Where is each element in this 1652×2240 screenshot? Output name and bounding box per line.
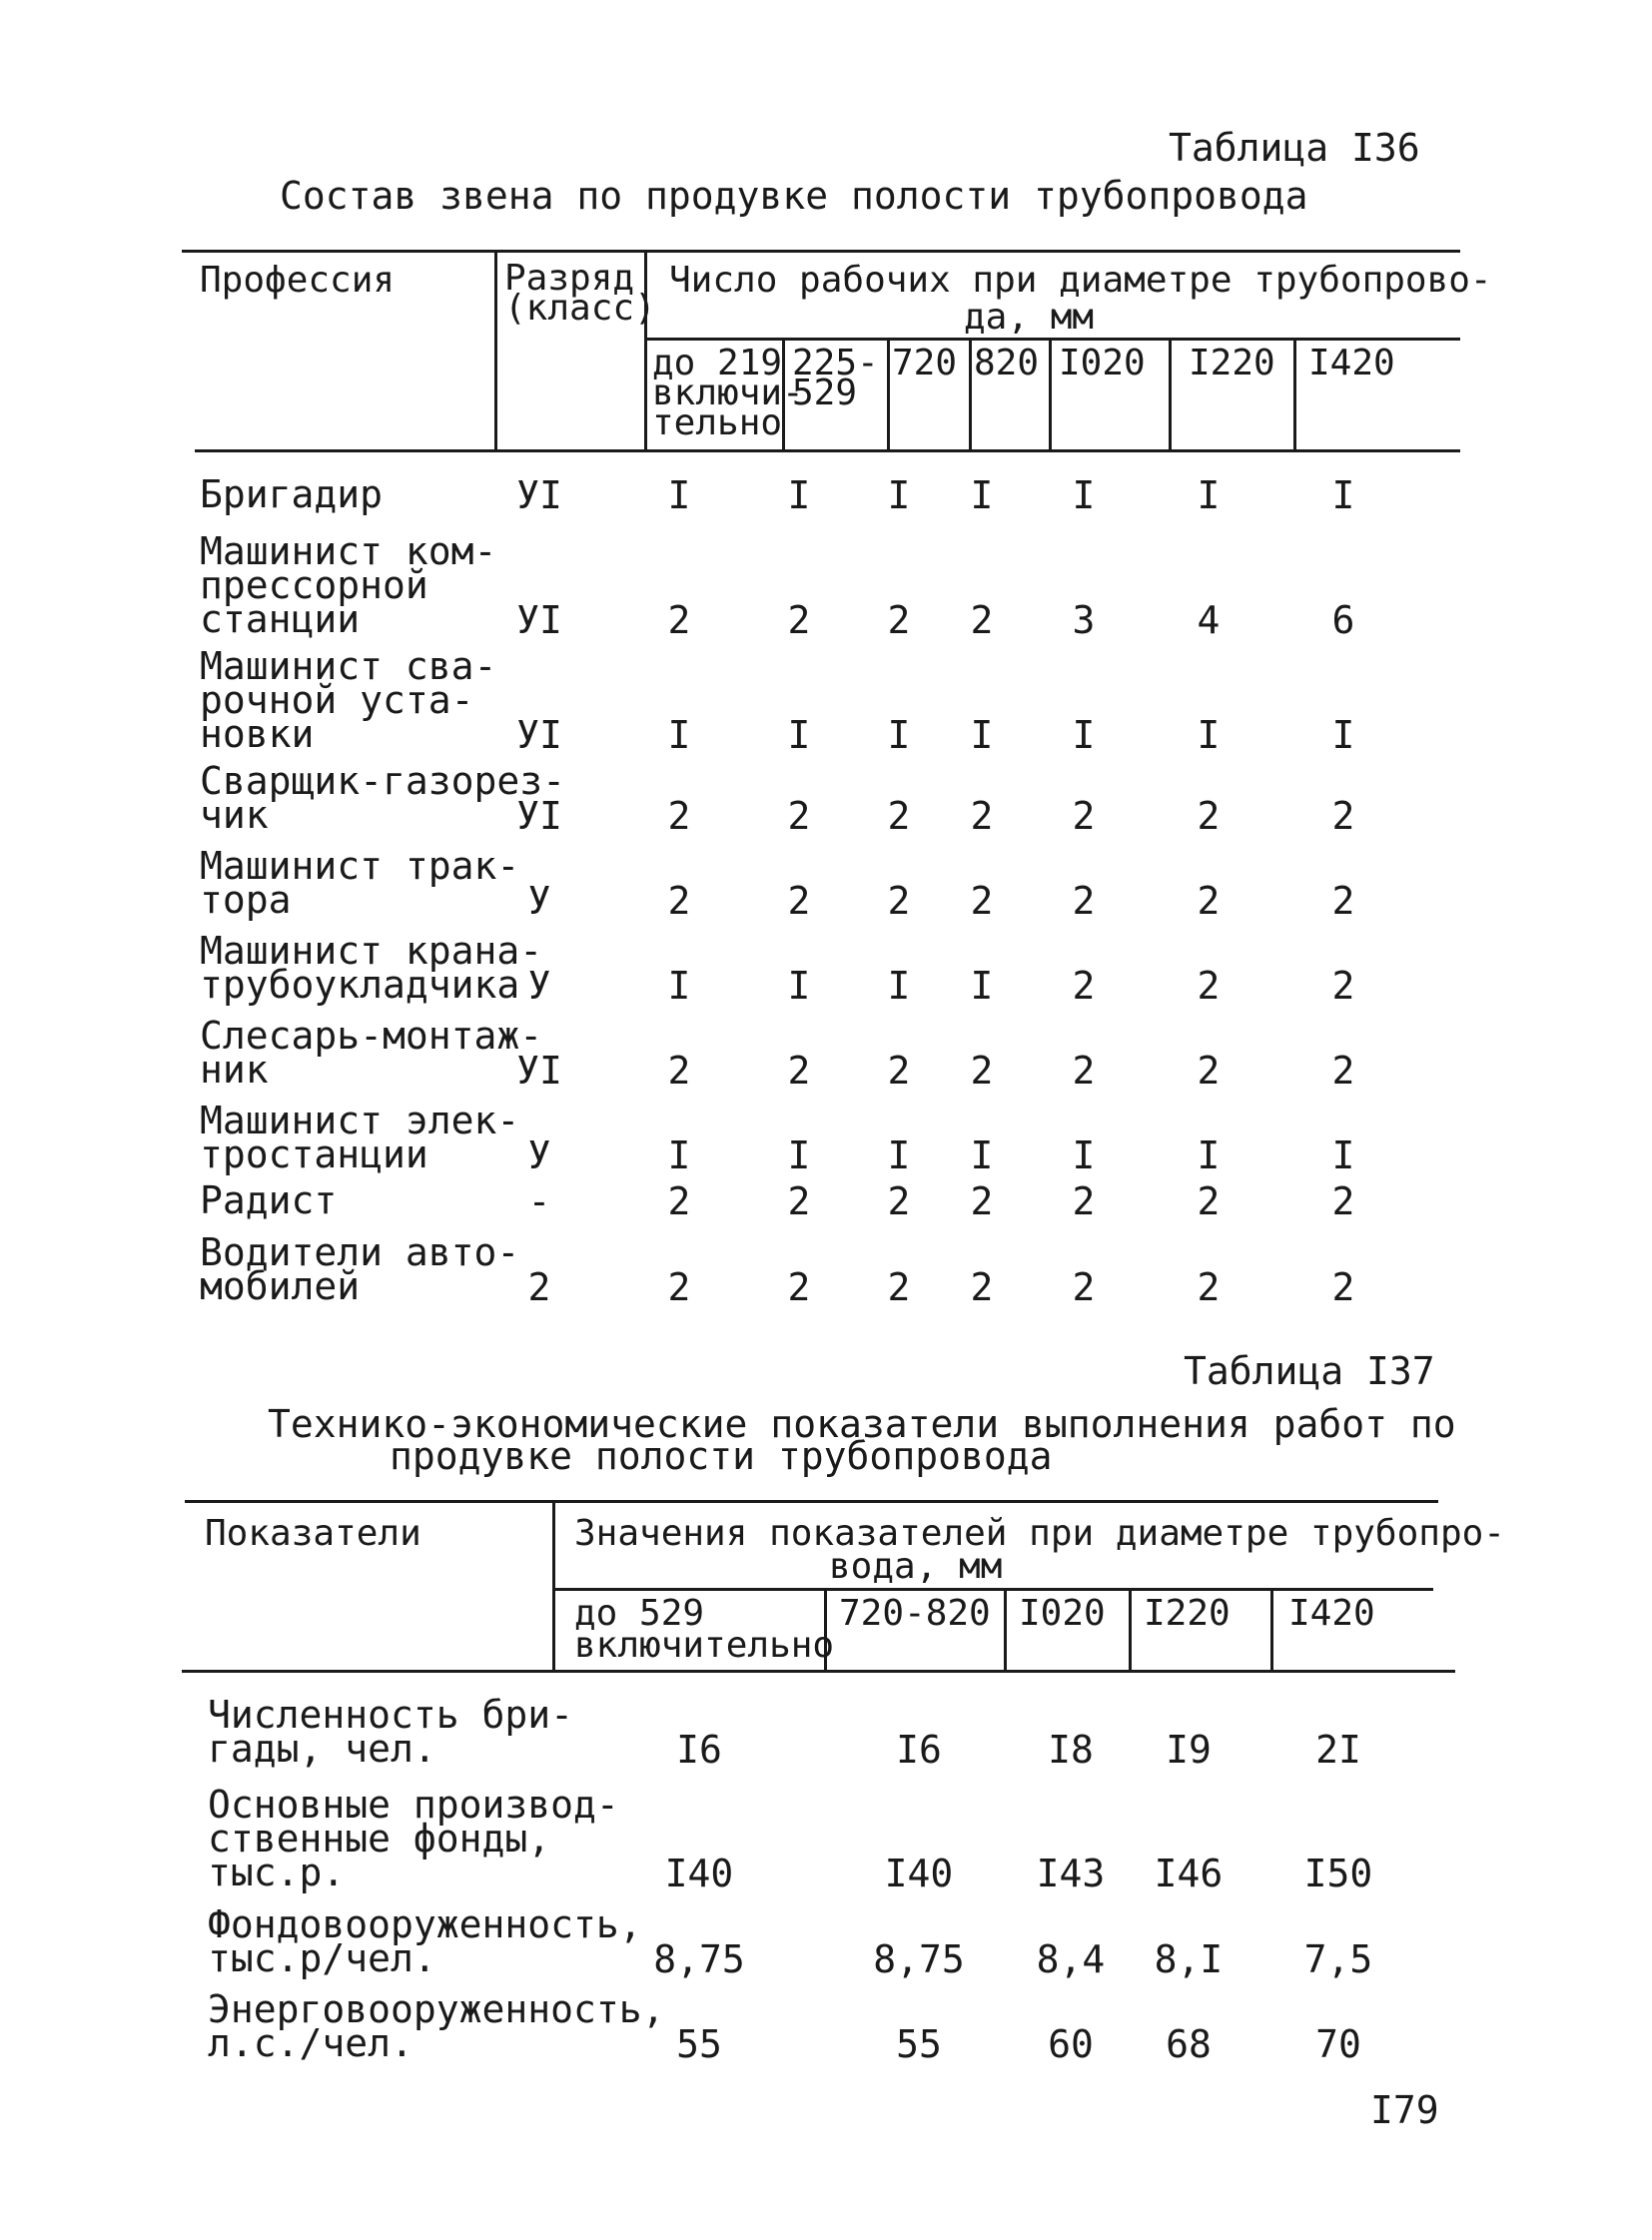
worker-count-cell: 2 — [1197, 879, 1221, 923]
worker-count-cell: I — [887, 964, 911, 1008]
table-136-header-bottom-rule — [195, 449, 1460, 452]
indicator-label: Энерговооруженность, — [208, 1987, 665, 2031]
table-136-title: Состав звена по продувке полости трубопровода — [280, 174, 1308, 218]
worker-count-cell: 2 — [1331, 964, 1355, 1008]
worker-count-cell: I — [1197, 713, 1221, 757]
worker-count-cell: 2 — [970, 598, 994, 642]
table-136-vdivider — [1049, 338, 1052, 449]
profession-label: прессорной — [200, 563, 428, 607]
worker-count-cell: 2 — [887, 1265, 911, 1309]
worker-count-cell: I — [1072, 1133, 1096, 1177]
header-workers: Число рабочих при диаметре трубопрово- — [669, 260, 1492, 301]
indicator-value-cell: 8,I — [1154, 1937, 1224, 1981]
worker-count-cell: 2 — [1197, 964, 1221, 1008]
header-diam-5: I020 — [1059, 343, 1146, 383]
header-grade: Разряд — [504, 258, 635, 299]
header-diam-3: 720 — [892, 343, 958, 383]
worker-count-cell: 2 — [787, 598, 811, 642]
worker-count-cell: 2 — [667, 1049, 691, 1093]
indicator-value-cell: 8,4 — [1036, 1937, 1106, 1981]
worker-count-cell: 2 — [1072, 1265, 1096, 1309]
header-values-unit: вода, мм — [829, 1546, 1003, 1587]
table-137-title-line2: продувке полости трубопровода — [390, 1434, 1053, 1478]
table-136-vdivider — [1293, 338, 1296, 449]
worker-count-cell: I — [787, 473, 811, 517]
worker-count-cell: I — [1331, 1133, 1355, 1177]
indicator-value-cell: I40 — [664, 1852, 734, 1895]
header-137-diam-4: I220 — [1144, 1593, 1231, 1634]
worker-count-cell: 2 — [667, 1179, 691, 1223]
indicator-label: тыс.р. — [208, 1851, 346, 1894]
header-values: Значения показателей при диаметре трубопро- — [574, 1513, 1505, 1554]
worker-count-cell: 2 — [787, 794, 811, 838]
profession-label: Водители авто- — [200, 1230, 520, 1274]
profession-label: мобилей — [200, 1264, 361, 1308]
header-grade-class: (класс) — [504, 288, 656, 329]
indicator-value-cell: I43 — [1036, 1852, 1106, 1895]
indicator-value-cell: 55 — [896, 2022, 942, 2066]
table-136-vdivider — [887, 338, 890, 449]
worker-count-cell: I — [787, 964, 811, 1008]
indicator-value-cell: 8,75 — [653, 1937, 745, 1981]
worker-count-cell: I — [1197, 1133, 1221, 1177]
worker-count-cell: I — [970, 1133, 994, 1177]
header-diam-7: I420 — [1308, 343, 1395, 383]
header-137-diam-1: включительно — [574, 1625, 835, 1666]
worker-count-cell: 2 — [1072, 1179, 1096, 1223]
worker-count-cell: 2 — [1072, 1049, 1096, 1093]
worker-count-cell: 2 — [970, 794, 994, 838]
worker-count-cell: I — [667, 713, 691, 757]
table-137-number: Таблица I37 — [1184, 1349, 1435, 1393]
grade-cell: - — [527, 1179, 551, 1223]
worker-count-cell: 2 — [1331, 794, 1355, 838]
worker-count-cell: 2 — [667, 598, 691, 642]
worker-count-cell: 2 — [787, 1049, 811, 1093]
table-136-number: Таблица I36 — [1169, 126, 1420, 170]
profession-label: Слесарь-монтаж- — [200, 1014, 543, 1058]
profession-label: Машинист элек- — [200, 1099, 520, 1142]
worker-count-cell: 2 — [787, 1265, 811, 1309]
header-profession: Профессия — [200, 260, 396, 301]
table-136-sub-rule — [647, 338, 1460, 341]
indicator-value-cell: 70 — [1315, 2022, 1361, 2066]
indicator-label: Основные производ- — [208, 1783, 619, 1827]
header-diam-1: до 219 — [652, 343, 783, 383]
indicator-value-cell: 2I — [1315, 1728, 1361, 1772]
profession-label: тора — [200, 878, 292, 922]
grade-cell: У — [527, 879, 551, 923]
indicator-value-cell: I40 — [884, 1852, 954, 1895]
indicator-value-cell: I9 — [1166, 1728, 1212, 1772]
profession-label: Машинист трак- — [200, 844, 520, 888]
worker-count-cell: 2 — [887, 1049, 911, 1093]
indicator-value-cell: 7,5 — [1303, 1937, 1373, 1981]
worker-count-cell: 2 — [887, 598, 911, 642]
profession-label: Машинист ком- — [200, 529, 497, 573]
profession-label: Машинист крана- — [200, 929, 543, 973]
worker-count-cell: I — [887, 473, 911, 517]
header-indicators: Показатели — [205, 1513, 421, 1554]
worker-count-cell: 2 — [1331, 1179, 1355, 1223]
table-136-vdivider — [644, 250, 647, 449]
header-diam-6: I220 — [1189, 343, 1275, 383]
grade-cell: УI — [516, 598, 562, 642]
worker-count-cell: I — [970, 473, 994, 517]
indicator-label: Фондовооруженность, — [208, 1902, 642, 1946]
header-workers-unit: да, мм — [964, 297, 1095, 338]
indicator-label: ственные фонды, — [208, 1817, 551, 1861]
worker-count-cell: 2 — [1197, 1265, 1221, 1309]
worker-count-cell: I — [1331, 473, 1355, 517]
worker-count-cell: I — [970, 964, 994, 1008]
worker-count-cell: 2 — [1072, 964, 1096, 1008]
indicator-label: тыс.р/чел. — [208, 1936, 436, 1980]
worker-count-cell: I — [1197, 473, 1221, 517]
table-136-top-rule — [182, 250, 1460, 253]
indicator-value-cell: I6 — [896, 1728, 942, 1772]
profession-label: тростанции — [200, 1132, 428, 1176]
worker-count-cell: I — [667, 964, 691, 1008]
worker-count-cell: I — [787, 713, 811, 757]
worker-count-cell: 2 — [667, 879, 691, 923]
worker-count-cell: 2 — [887, 879, 911, 923]
profession-label: рочной уста- — [200, 678, 474, 722]
worker-count-cell: I — [970, 713, 994, 757]
worker-count-cell: 2 — [1331, 879, 1355, 923]
indicator-value-cell: 68 — [1166, 2022, 1212, 2066]
indicator-label: л.с./чел. — [208, 2021, 413, 2065]
grade-cell: 2 — [527, 1265, 551, 1309]
worker-count-cell: I — [1072, 713, 1096, 757]
worker-count-cell: 2 — [1331, 1049, 1355, 1093]
table-137-top-rule — [185, 1500, 1438, 1503]
worker-count-cell: 2 — [1197, 1179, 1221, 1223]
worker-count-cell: 2 — [887, 794, 911, 838]
worker-count-cell: 3 — [1072, 598, 1096, 642]
header-diam-1: включи- — [652, 373, 804, 413]
worker-count-cell: 2 — [667, 1265, 691, 1309]
worker-count-cell: I — [887, 713, 911, 757]
table-136-vdivider — [1169, 338, 1172, 449]
indicator-label: гады, чел. — [208, 1727, 436, 1771]
table-136-vdivider — [494, 250, 497, 449]
table-136-vdivider — [969, 338, 972, 449]
worker-count-cell: 2 — [1072, 879, 1096, 923]
worker-count-cell: I — [887, 1133, 911, 1177]
indicator-value-cell: I8 — [1048, 1728, 1094, 1772]
indicator-value-cell: I50 — [1303, 1852, 1373, 1895]
header-diam-1: тельно — [652, 402, 783, 443]
indicator-value-cell: 60 — [1048, 2022, 1094, 2066]
grade-cell: УI — [516, 473, 562, 517]
worker-count-cell: 2 — [1072, 794, 1096, 838]
worker-count-cell: 6 — [1331, 598, 1355, 642]
worker-count-cell: 2 — [787, 879, 811, 923]
grade-cell: УI — [516, 794, 562, 838]
header-137-diam-3: I020 — [1019, 1593, 1106, 1634]
grade-cell: У — [527, 964, 551, 1008]
profession-label: Радист — [200, 1178, 338, 1222]
table-137-vdivider — [1129, 1588, 1132, 1670]
page-number: I79 — [1370, 2088, 1439, 2132]
grade-cell: У — [527, 1133, 551, 1177]
header-diam-4: 820 — [974, 343, 1040, 383]
header-diam-2: 529 — [792, 373, 858, 413]
header-diam-2: 225- — [792, 343, 879, 383]
worker-count-cell: I — [1072, 473, 1096, 517]
worker-count-cell: 2 — [667, 794, 691, 838]
worker-count-cell: 2 — [1197, 1049, 1221, 1093]
table-137-vdivider — [552, 1500, 555, 1670]
worker-count-cell: 2 — [970, 1049, 994, 1093]
table-137-vdivider — [1270, 1588, 1273, 1670]
worker-count-cell: I — [1331, 713, 1355, 757]
profession-label: трубоукладчика — [200, 963, 520, 1007]
header-137-diam-5: I420 — [1288, 1593, 1375, 1634]
profession-label: Бригадир — [200, 472, 384, 516]
table-137-sub-rule — [554, 1588, 1433, 1591]
worker-count-cell: 4 — [1197, 598, 1221, 642]
worker-count-cell: I — [667, 473, 691, 517]
grade-cell: УI — [516, 713, 562, 757]
profession-label: станции — [200, 597, 361, 641]
indicator-label: Численность бри- — [208, 1693, 574, 1737]
worker-count-cell: 2 — [970, 879, 994, 923]
worker-count-cell: 2 — [787, 1179, 811, 1223]
indicator-value-cell: I46 — [1154, 1852, 1224, 1895]
header-137-diam-1: до 529 — [574, 1593, 705, 1634]
indicator-value-cell: 55 — [676, 2022, 722, 2066]
worker-count-cell: I — [667, 1133, 691, 1177]
profession-label: Машинист сва- — [200, 644, 497, 688]
worker-count-cell: 2 — [887, 1179, 911, 1223]
header-137-diam-2: 720-820 — [839, 1593, 991, 1634]
table-137-vdivider — [1004, 1588, 1007, 1670]
indicator-value-cell: I6 — [676, 1728, 722, 1772]
profession-label: чик — [200, 793, 269, 837]
indicator-value-cell: 8,75 — [873, 1937, 965, 1981]
profession-label: ник — [200, 1048, 269, 1092]
table-137-header-bottom-rule — [182, 1670, 1455, 1673]
worker-count-cell: 2 — [970, 1265, 994, 1309]
worker-count-cell: 2 — [1331, 1265, 1355, 1309]
grade-cell: УI — [516, 1049, 562, 1093]
worker-count-cell: 2 — [970, 1179, 994, 1223]
profession-label: новки — [200, 712, 315, 756]
table-137-title-line1: Технико-экономические показатели выполнения работ по — [268, 1402, 1456, 1446]
worker-count-cell: I — [787, 1133, 811, 1177]
worker-count-cell: 2 — [1197, 794, 1221, 838]
profession-label: Сварщик-газорез- — [200, 759, 566, 803]
